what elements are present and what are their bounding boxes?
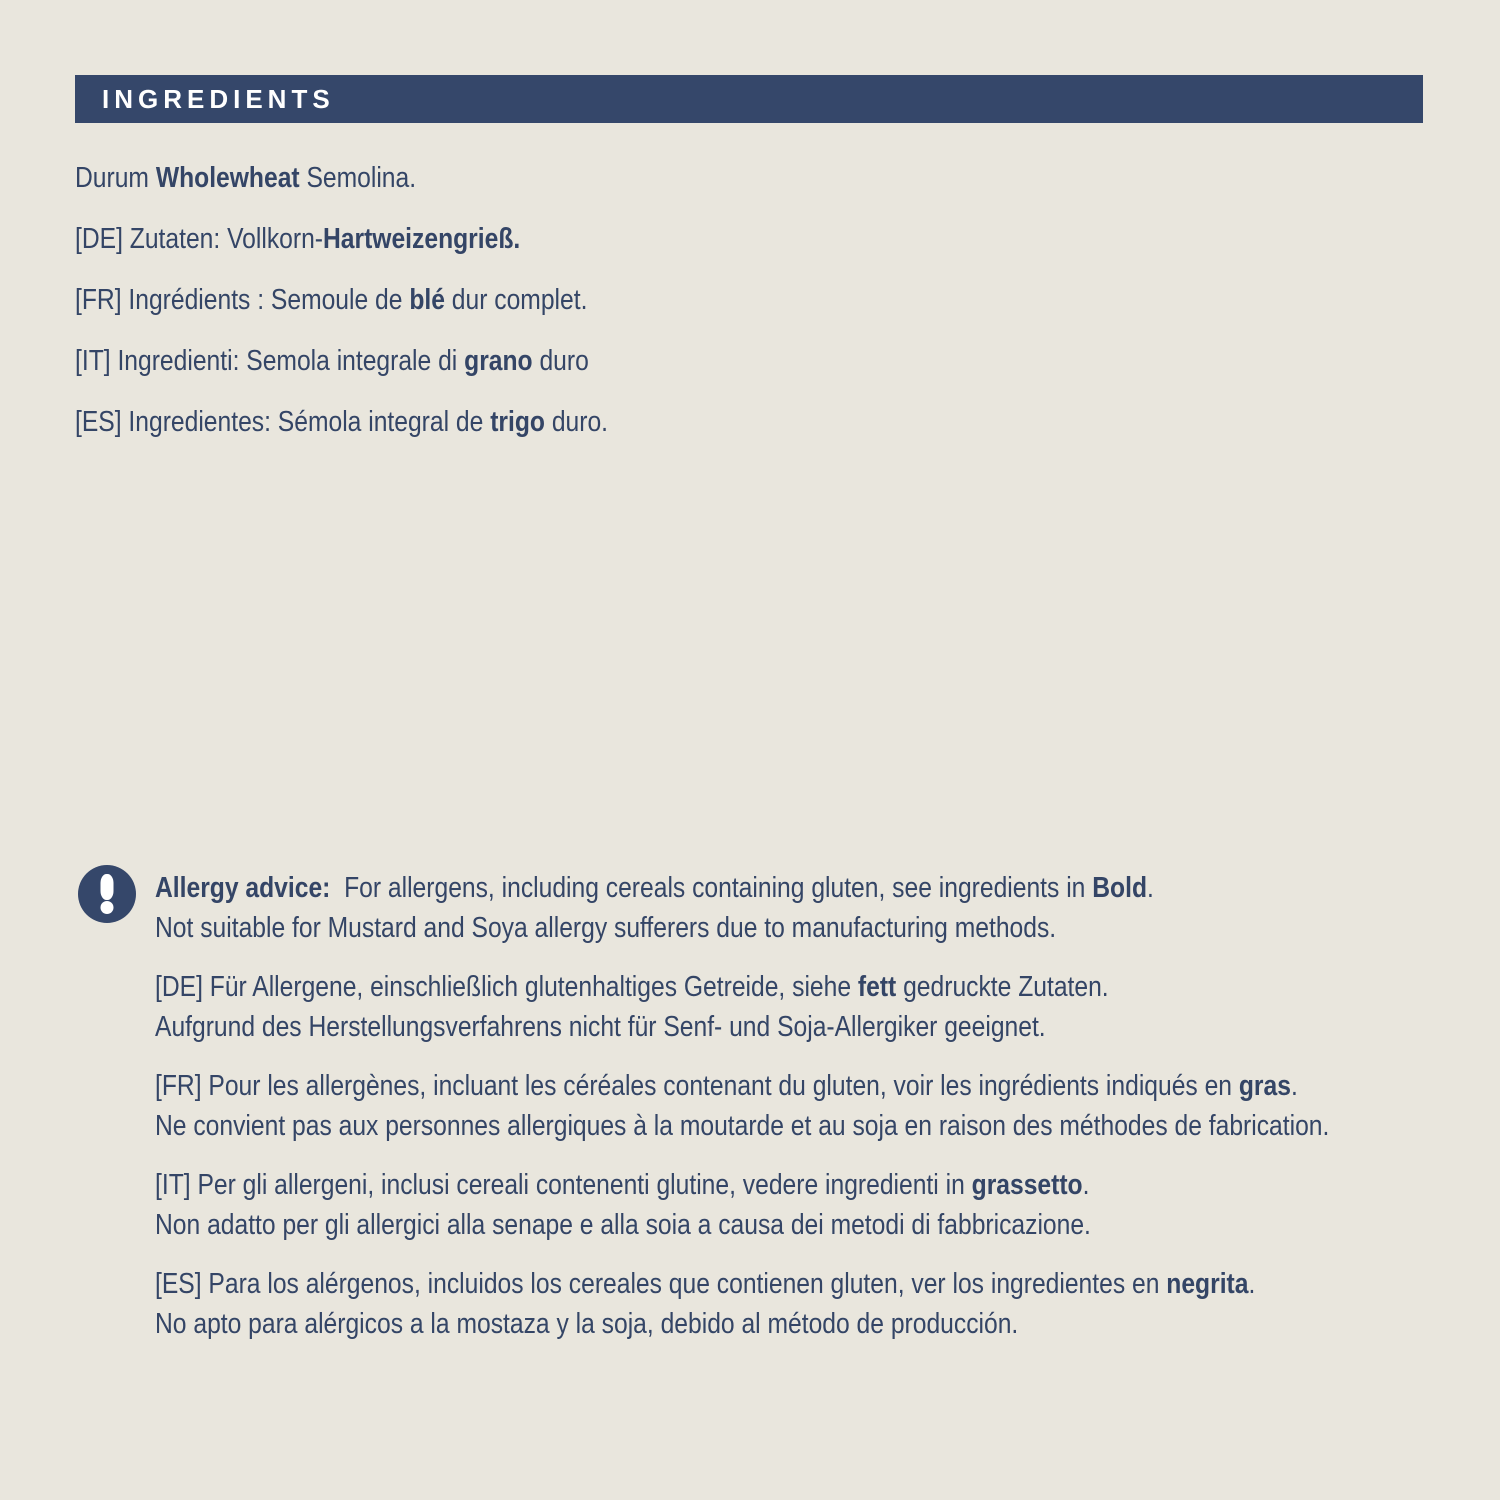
ingredient-line-it: [IT] Ingredienti: Semola integrale di grano duro xyxy=(75,345,589,377)
allergy-para-es-line-1: [ES] Para los alérgenos, incluidos los cereales que contienen gluten, ver los ingredientes en negrita. xyxy=(155,1268,1256,1300)
exclamation-bar xyxy=(101,874,114,900)
ingredient-line-en: Durum Wholewheat Semolina. xyxy=(75,162,417,194)
ingredient-line-fr: [FR] Ingrédients : Semoule de blé dur complet. xyxy=(75,284,588,316)
exclamation-alert-icon xyxy=(78,865,136,923)
allergy-para-de-line-2: Aufgrund des Herstellungsverfahrens nicht für Senf- und Soja-Allergiker geeignet. xyxy=(155,1011,1046,1043)
allergy-para-it-line-1: [IT] Per gli allergeni, inclusi cereali contenenti glutine, vedere ingredienti in grassetto. xyxy=(155,1169,1090,1201)
ingredients-title: INGREDIENTS xyxy=(102,83,335,114)
allergy-para-en-line-1: Allergy advice: For allergens, including cereals containing gluten, see ingredients in Bold. xyxy=(155,872,1154,904)
allergy-para-de-line-1: [DE] Für Allergene, einschließlich glutenhaltiges Getreide, siehe fett gedruckte Zutaten. xyxy=(155,971,1109,1003)
allergy-para-fr xyxy=(155,1066,1330,1146)
allergy-para-en xyxy=(155,868,1260,948)
ingredients-header-bar xyxy=(75,75,1423,123)
allergy-para-it-line-2: Non adatto per gli allergici alla senape e alla soia a causa dei metodi di fabbricazione. xyxy=(155,1209,1091,1241)
ingredients-list xyxy=(75,148,702,453)
allergy-para-es xyxy=(155,1264,1260,1344)
allergy-para-it xyxy=(155,1165,1260,1245)
allergy-para-en-line-2: Not suitable for Mustard and Soya allergy sufferers due to manufacturing methods. xyxy=(155,912,1057,944)
allergy-para-de xyxy=(155,967,1260,1047)
allergy-para-fr-line-1: [FR] Pour les allergènes, incluant les céréales contenant du gluten, voir les ingrédients indiqués en gras. xyxy=(155,1070,1298,1102)
ingredient-line-es: [ES] Ingredientes: Sémola integral de trigo duro. xyxy=(75,406,609,438)
allergy-para-es-line-2: No apto para alérgicos a la mostaza y la soja, debido al método de producción. xyxy=(155,1308,1019,1340)
ingredient-line-de: [DE] Zutaten: Vollkorn-Hartweizengrieß. xyxy=(75,223,521,255)
exclamation-dot xyxy=(101,901,114,914)
allergy-advice-section xyxy=(75,862,1455,1363)
allergy-para-fr-line-2: Ne convient pas aux personnes allergiques à la moutarde et au soja en raison des méthodes de fabrication. xyxy=(155,1110,1330,1142)
allergy-advice-text xyxy=(155,862,1455,1344)
